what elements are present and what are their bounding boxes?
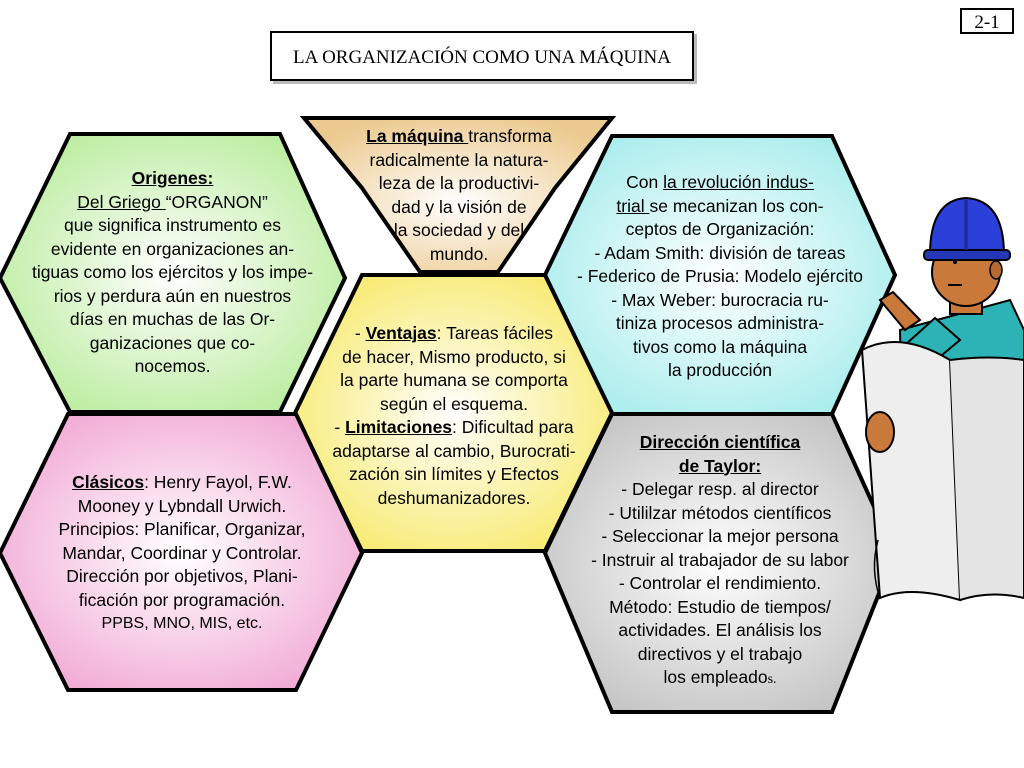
- limitaciones-label: Limitaciones: [345, 417, 453, 437]
- origenes-line1-pre: Del Griego: [77, 191, 166, 212]
- ventajas-line: según el esquema.: [380, 393, 528, 414]
- origenes-line: días en muchas de las Or-: [69, 309, 276, 329]
- origenes-heading: Origenes:: [131, 168, 214, 188]
- limitaciones-prefix: -: [334, 417, 346, 437]
- ventajas-prefix: -: [354, 323, 366, 343]
- limitaciones-line: deshumanizadores.: [377, 487, 531, 508]
- origenes-line: que significa instrumento es: [64, 215, 281, 235]
- taylor-line: - Utililzar métodos científicos: [608, 502, 832, 523]
- origenes-line: tiguas como los ejércitos y los impe-: [31, 262, 314, 282]
- taylor-line: - Seleccionar la mejor persona: [601, 526, 839, 546]
- revolucion-pre: Con: [626, 172, 664, 192]
- revolucion-underlined2: trial: [616, 195, 650, 216]
- ventajas-line: de hacer, Mismo producto, si: [342, 346, 566, 367]
- maquina-lead-rest: transforma: [468, 126, 552, 146]
- clasicos-first: : Henry Fayol, F.W.: [144, 472, 292, 492]
- maquina-line: la sociedad y del: [393, 220, 525, 240]
- taylor-last-tail: s.: [767, 672, 777, 687]
- taylor-text: [548, 431, 892, 692]
- origenes-line: ganizaciones que co-: [89, 332, 256, 353]
- maquina-line: leza de la productivi-: [378, 173, 540, 193]
- taylor-line: - Instruir al trabajador de su labor: [591, 549, 849, 570]
- clasicos-line: Mandar, Coordinar y Controlar.: [62, 542, 302, 563]
- revolucion-line: tivos como la máquina: [632, 336, 808, 357]
- ventajas-line: la parte humana se comporta: [340, 370, 568, 390]
- clasicos-small-line: PPBS, MNO, MIS, etc.: [101, 615, 263, 632]
- ventajas-first: : Tareas fáciles: [436, 323, 554, 343]
- origenes-line1-quote: “ORGANON”: [165, 191, 268, 212]
- origenes-line: evidente en organizaciones an-: [50, 238, 295, 259]
- revolucion-line: tiniza procesos administra-: [615, 313, 825, 333]
- taylor-line: directivos y el trabajo: [637, 643, 803, 664]
- revolucion-line: la producción: [667, 360, 773, 380]
- taylor-line: actividades. El análisis los: [618, 620, 822, 640]
- origenes-text: [0, 167, 345, 379]
- taylor-line: Método: Estudio de tiempos/: [609, 596, 831, 617]
- maquina-lead: La máquina: [366, 126, 469, 146]
- maquina-line: mundo.: [429, 243, 489, 264]
- taylor-heading1: Dirección científica: [639, 432, 801, 452]
- revolucion-line: ceptos de Organización:: [625, 219, 815, 239]
- clasicos-line: Principios: Planificar, Organizar,: [58, 519, 306, 539]
- revolucion-line: - Adam Smith: división de tareas: [594, 242, 846, 263]
- limitaciones-line: zación sin límites y Efectos: [348, 464, 560, 484]
- origenes-line: nocemos.: [134, 356, 211, 376]
- taylor-line: - Controlar el rendimiento.: [618, 573, 822, 593]
- maquina-line: radicalmente la natura-: [369, 149, 549, 170]
- taylor-last-line: los empleado: [663, 667, 768, 687]
- clasicos-line: ficación por programación.: [78, 589, 286, 610]
- clasicos-label: Clásicos: [72, 472, 145, 492]
- limitaciones-line: adaptarse al cambio, Burocrati-: [332, 440, 576, 461]
- clasicos-line: Mooney y Lybndall Urwich.: [77, 495, 287, 516]
- slide-number: 2-1: [960, 8, 1014, 34]
- revolucion-line: - Federico de Prusia: Modelo ejército: [577, 266, 863, 286]
- revolucion-line: - Max Weber: burocracia ru-: [611, 289, 829, 310]
- maquina-line: dad y la visión de: [391, 196, 527, 217]
- revolucion-underlined1: la revolución indus-: [663, 172, 814, 192]
- taylor-line: - Delegar resp. al director: [621, 479, 819, 499]
- clasicos-line: Dirección por objetivos, Plani-: [66, 566, 298, 586]
- clasicos-text: [12, 471, 352, 636]
- taylor-heading2: de Taylor:: [678, 455, 762, 476]
- page-title: LA ORGANIZACIÓN COMO UNA MÁQUINA: [270, 31, 694, 81]
- limitaciones-first: : Dificultad para: [452, 417, 574, 437]
- revolucion-post: se mecanizan los con-: [649, 195, 824, 216]
- origenes-line: rios y perdura aún en nuestros: [53, 285, 292, 306]
- ventajas-label: Ventajas: [365, 323, 437, 343]
